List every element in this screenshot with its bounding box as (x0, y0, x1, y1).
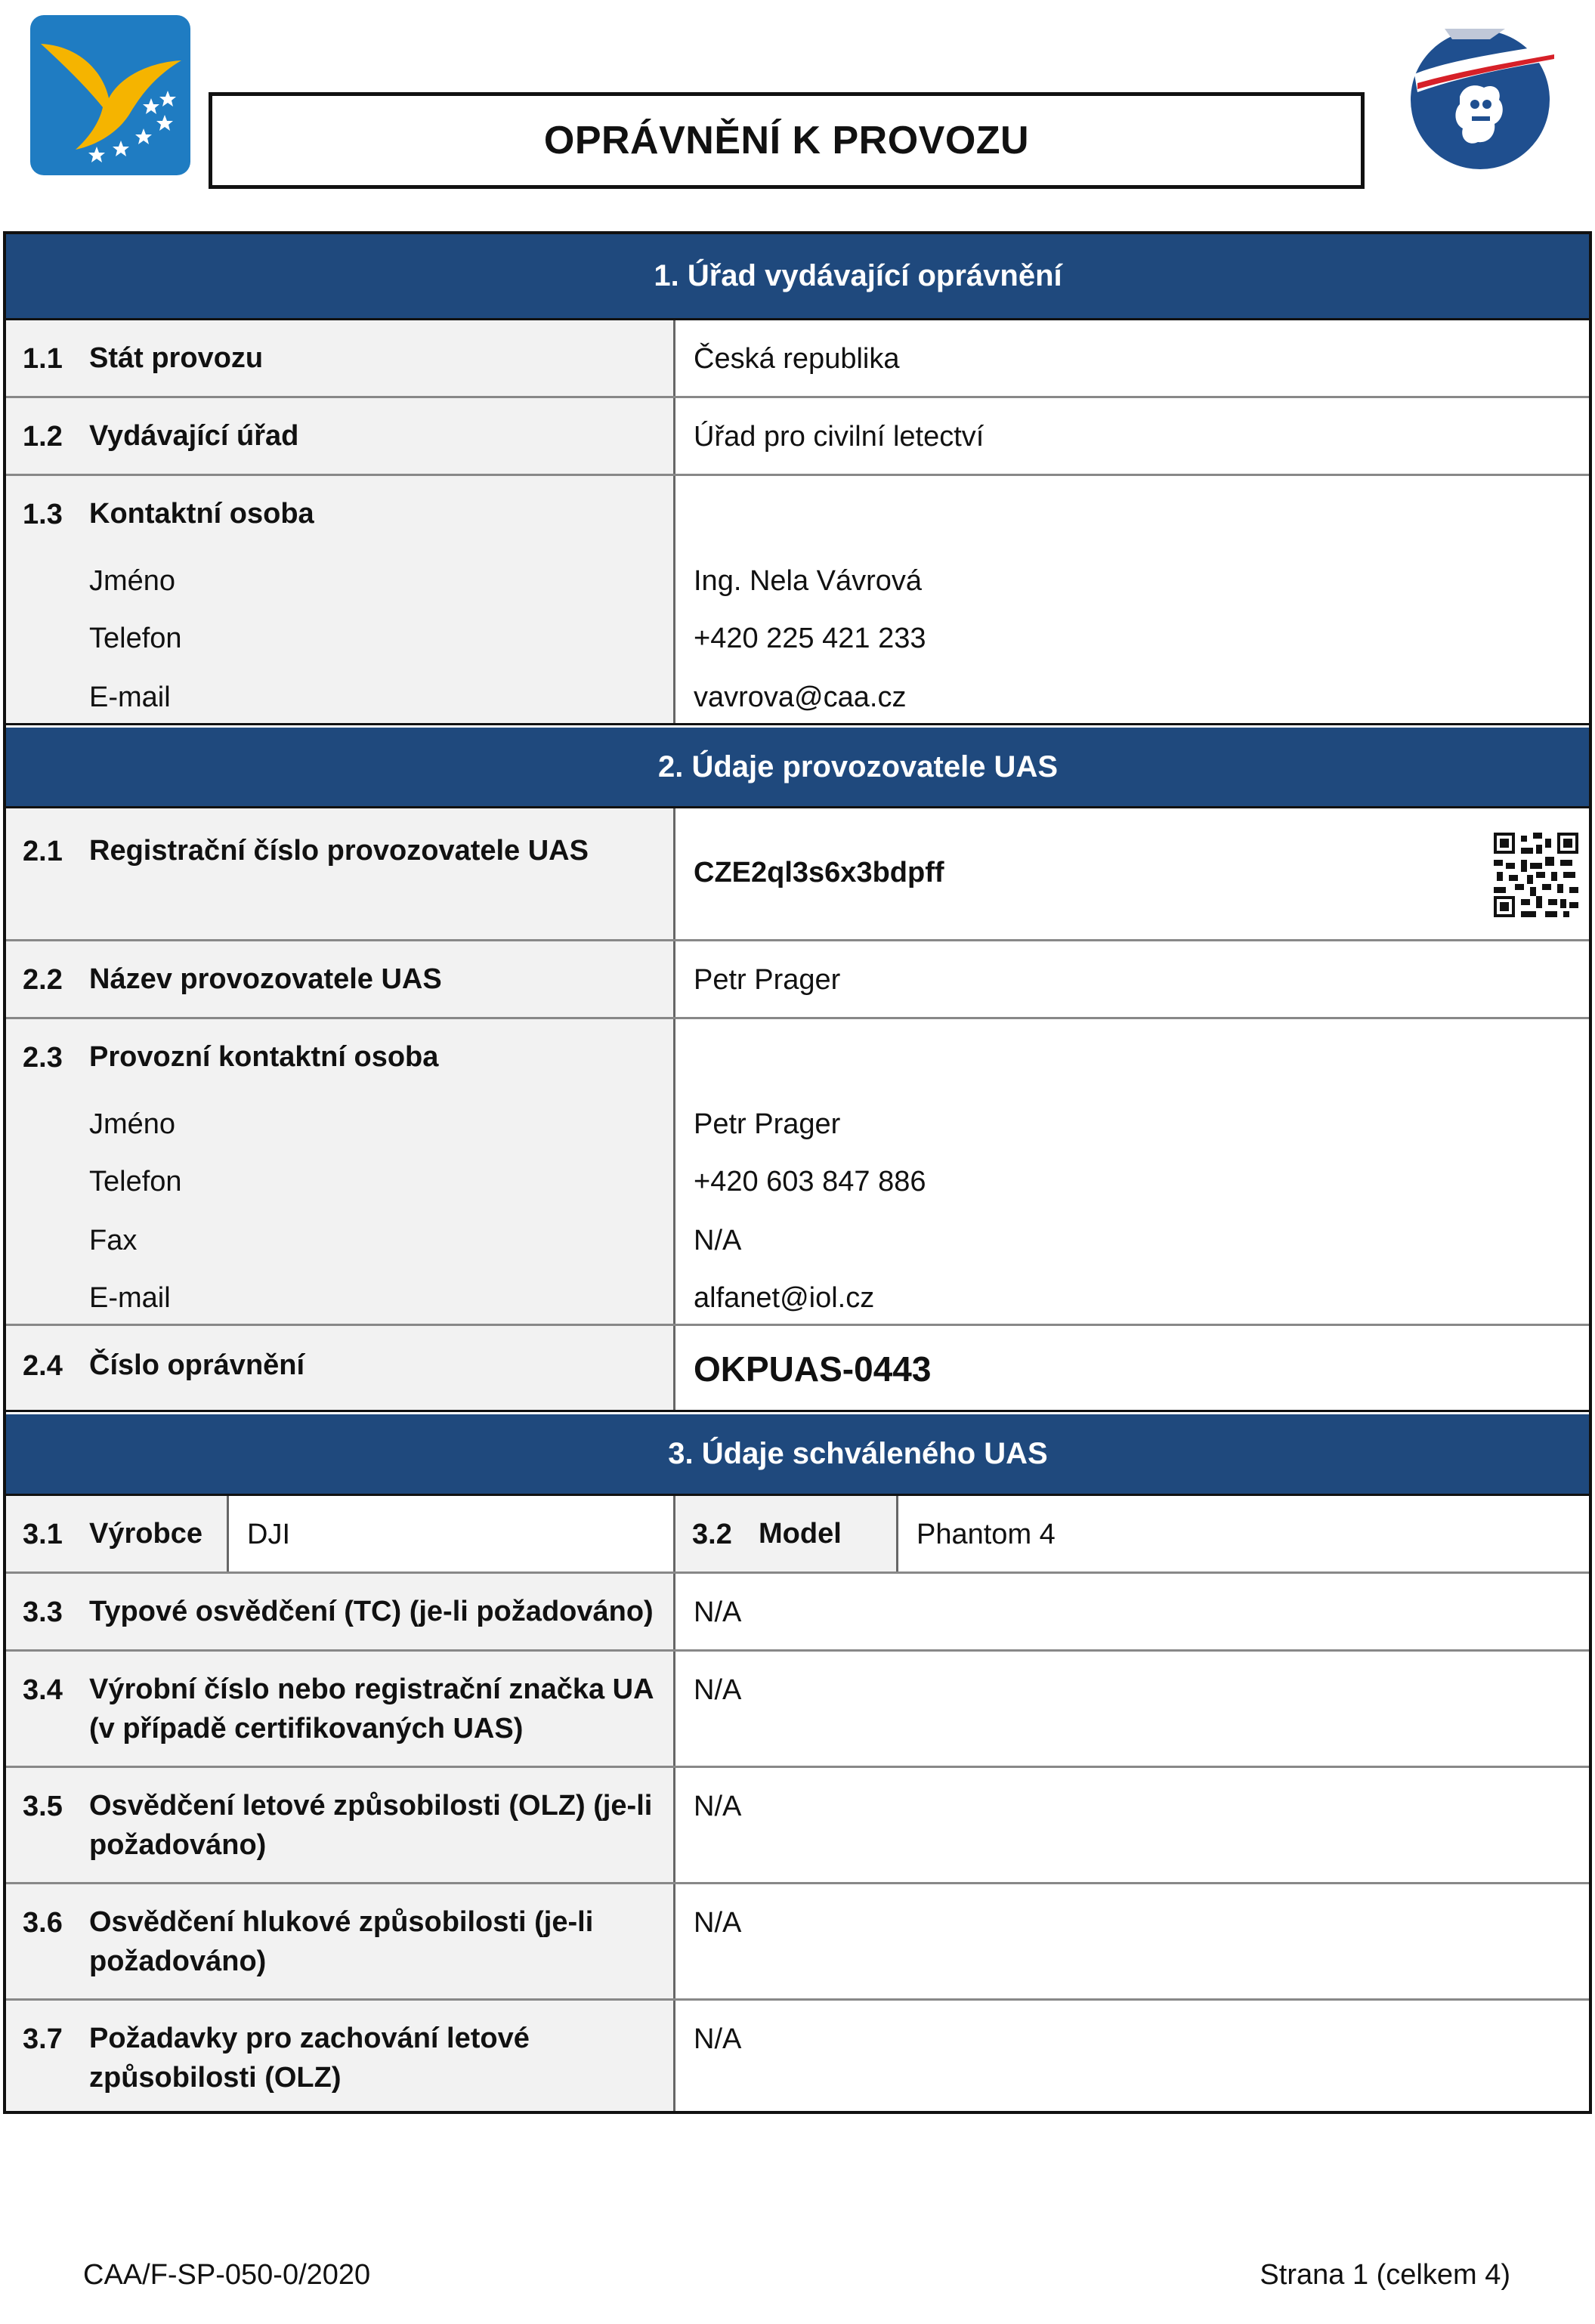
field-label: Číslo oprávnění (89, 1349, 305, 1381)
row-number: 2.4 (23, 1350, 63, 1382)
field-label-line-2: požadováno) (89, 1945, 267, 1977)
sub-label-phone: Telefon (89, 1166, 182, 1198)
row-number: 3.2 (692, 1519, 732, 1550)
row-2-3 (6, 1019, 1589, 1326)
row-1-2 (6, 398, 1589, 476)
field-label-line-1: Požadavky pro zachování letové (89, 2023, 530, 2054)
field-value: N/A (694, 1674, 742, 1706)
field-value: N/A (694, 2023, 742, 2055)
easa-bird-icon (30, 15, 190, 175)
easa-logo (30, 15, 190, 175)
operator-contact-name: Petr Prager (694, 1108, 841, 1140)
field-label: Stát provozu (89, 342, 264, 374)
field-value: Petr Prager (694, 964, 841, 996)
row-number: 3.1 (23, 1519, 63, 1550)
row-number: 3.4 (23, 1674, 63, 1706)
manufacturer-value: DJI (247, 1519, 290, 1550)
authorization-table (3, 231, 1592, 2114)
row-number: 2.3 (23, 1042, 63, 1074)
row-2-2 (6, 941, 1589, 1019)
row-2-4 (6, 1326, 1589, 1412)
field-label-line-1: Osvědčení hlukové způsobilosti (je-li (89, 1906, 594, 1938)
sub-label-fax: Fax (89, 1225, 138, 1256)
authorization-number: OKPUAS-0443 (694, 1349, 932, 1389)
row-3-7 (6, 2001, 1589, 2111)
section-2-header (6, 728, 1589, 808)
operator-contact-email: alfanet@iol.cz (694, 1282, 875, 1314)
field-label-line-1: Osvědčení letové způsobilosti (OLZ) (je-li (89, 1790, 653, 1822)
row-number: 3.5 (23, 1791, 63, 1822)
row-number: 1.2 (23, 421, 63, 453)
field-label: Kontaktní osoba (89, 498, 314, 530)
field-label-line-2: (v případě certifikovaných UAS) (89, 1713, 524, 1745)
field-label: Vydávající úřad (89, 420, 299, 452)
contact-name: Ing. Nela Vávrová (694, 565, 923, 597)
page-number: Strana 1 (celkem 4) (1260, 2259, 1510, 2291)
field-label: Registrační číslo provozovatele UAS (89, 835, 589, 867)
field-label: Název provozovatele UAS (89, 963, 442, 995)
field-label: Výrobce (89, 1518, 202, 1550)
section-1-header (6, 234, 1589, 320)
row-1-1 (6, 320, 1589, 398)
row-number: 3.3 (23, 1596, 63, 1628)
contact-email: vavrova@caa.cz (694, 681, 907, 713)
qr-code-icon (1494, 833, 1578, 917)
row-number: 3.7 (23, 2023, 63, 2055)
field-label-line-2: požadováno) (89, 1829, 267, 1861)
sub-label-name: Jméno (89, 1108, 176, 1140)
caa-logo (1399, 14, 1561, 175)
row-number: 3.6 (23, 1907, 63, 1939)
field-label-line-1: Výrobní číslo nebo registrační značka UA (89, 1673, 654, 1705)
row-1-3 (6, 476, 1589, 725)
section-3-title: 3. Údaje schváleného UAS (668, 1437, 1048, 1470)
sub-label-email: E-mail (89, 1282, 171, 1314)
czech-lion-icon (1399, 14, 1561, 175)
row-3-3 (6, 1574, 1589, 1652)
form-code: CAA/F-SP-050-0/2020 (83, 2259, 371, 2291)
row-3-6 (6, 1884, 1589, 2001)
row-number: 1.1 (23, 343, 63, 375)
document-title: OPRÁVNĚNÍ K PROVOZU (209, 92, 1365, 189)
operator-contact-phone: +420 603 847 886 (694, 1166, 926, 1198)
field-label: Typové osvědčení (TC) (je-li požadováno) (89, 1596, 654, 1627)
row-3-4 (6, 1652, 1589, 1768)
operator-contact-fax: N/A (694, 1225, 742, 1256)
model-value: Phantom 4 (917, 1519, 1056, 1550)
row-number: 2.2 (23, 964, 63, 996)
field-value: N/A (694, 1907, 742, 1939)
field-label: Model (759, 1518, 842, 1550)
section-2-title: 2. Údaje provozovatele UAS (657, 749, 1059, 783)
field-label: Provozní kontaktní osoba (89, 1041, 439, 1073)
section-3-header (6, 1414, 1589, 1496)
row-number: 2.1 (23, 836, 63, 867)
field-label-line-2: způsobilosti (OLZ) (89, 2062, 342, 2094)
sub-label-email: E-mail (89, 681, 171, 713)
field-value: N/A (694, 1596, 742, 1628)
sub-label-name: Jméno (89, 565, 176, 597)
row-3-1-3-2 (6, 1496, 1589, 1574)
field-value: Česká republika (694, 343, 900, 375)
row-number: 1.3 (23, 499, 63, 530)
contact-phone: +420 225 421 233 (694, 623, 926, 654)
row-3-5 (6, 1768, 1589, 1884)
row-2-1 (6, 808, 1589, 941)
section-1-title: 1. Úřad vydávající oprávnění (654, 259, 1062, 292)
field-value: Úřad pro civilní letectví (694, 421, 985, 453)
sub-label-phone: Telefon (89, 623, 182, 654)
operator-registration-number: CZE2ql3s6x3bdpff (694, 857, 944, 888)
field-value: N/A (694, 1791, 742, 1822)
